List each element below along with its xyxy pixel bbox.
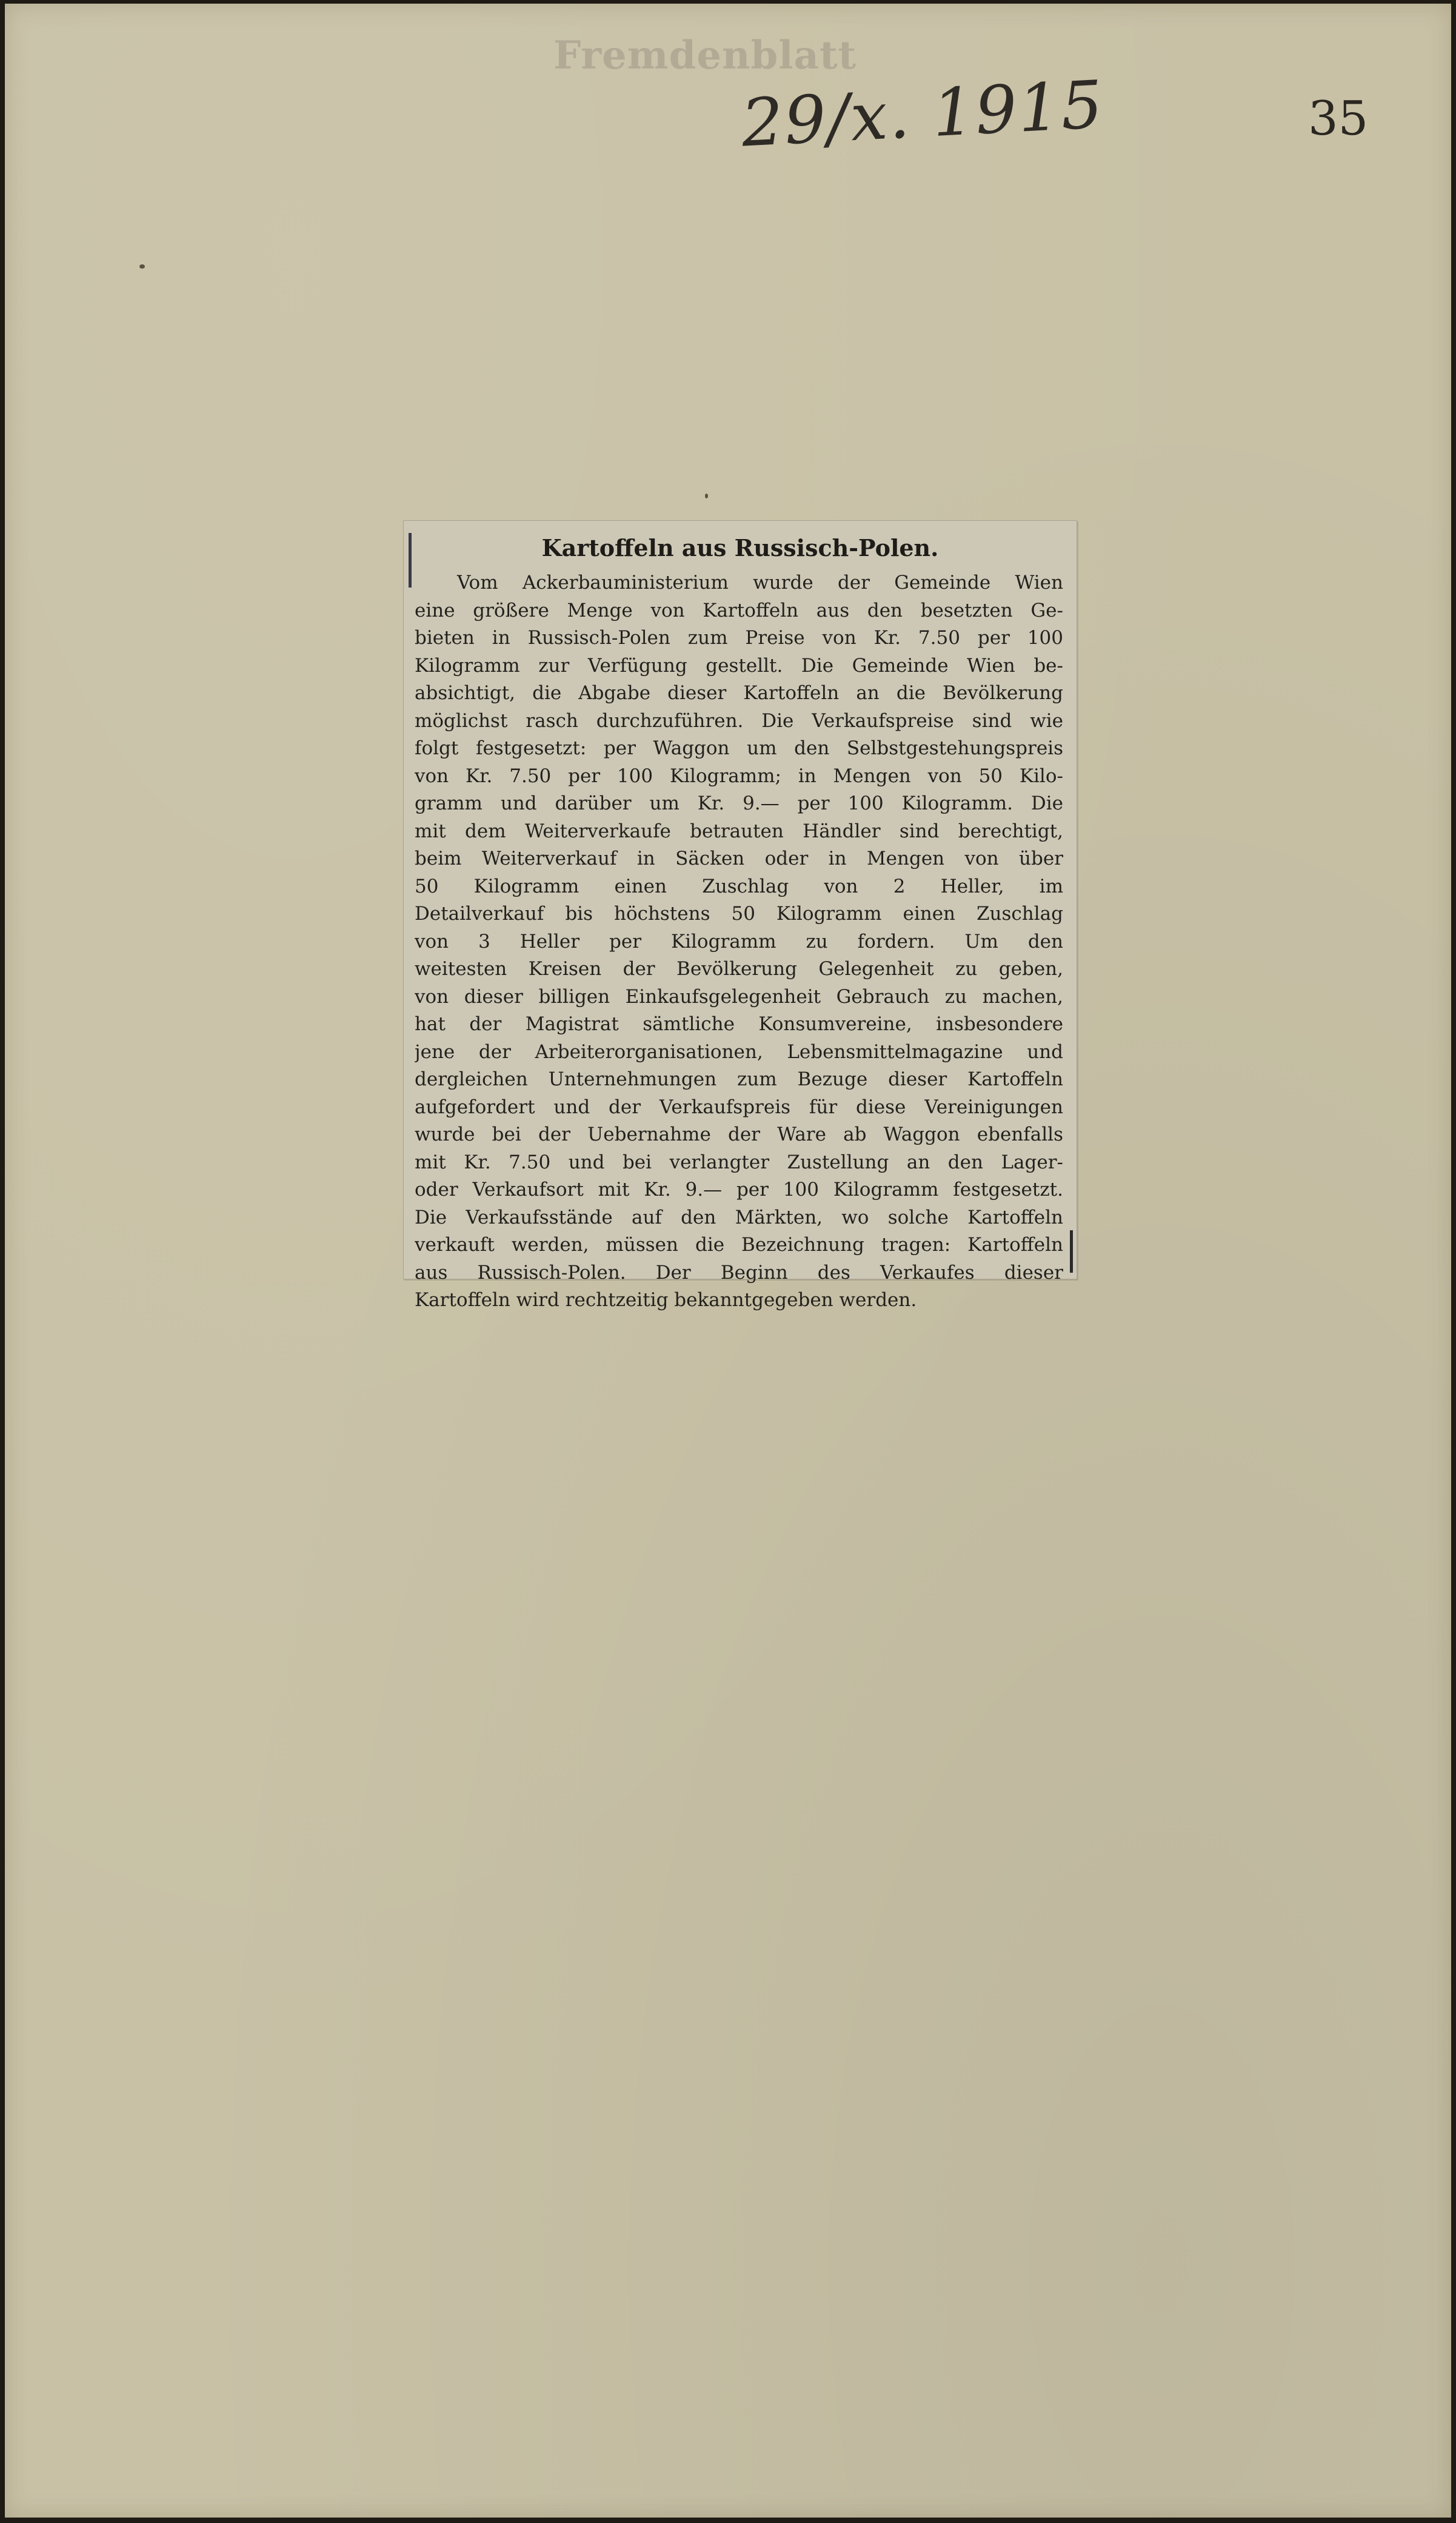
page-number: 35 — [1308, 92, 1369, 146]
clipping-line: aufgefordert und der Verkaufspreis für diese Vereinigungen — [415, 1096, 1063, 1118]
clipping-edge-mark — [1070, 1230, 1073, 1273]
clipping-line: von Kr. 7.50 per 100 Kilogramm; in Mengen von 50 Kilo- — [415, 765, 1063, 787]
paper-speck — [705, 494, 708, 498]
clipping-line: Detailverkauf bis höchstens 50 Kilogramm einen Zuschlag — [415, 903, 1063, 925]
clipping-line: Kartoffeln wird rechtzeitig bekanntgegeben werden. — [415, 1289, 917, 1311]
clipping-line: Die Verkaufsstände auf den Märkten, wo solche Kartoffeln — [415, 1206, 1063, 1228]
clipping-line: oder Verkaufsort mit Kr. 9.— per 100 Kilogramm festgesetzt. — [415, 1179, 1063, 1201]
paper-speck — [139, 264, 145, 269]
newspaper-stamp: Fremdenblatt — [553, 33, 857, 78]
clipping-line: mit Kr. 7.50 und bei verlangter Zustellung an den Lager- — [415, 1151, 1063, 1173]
clipping-line: wurde bei der Uebernahme der Ware ab Waggon ebenfalls — [415, 1124, 1063, 1145]
clipping-line: eine größere Menge von Kartoffeln aus den besetzten Ge- — [415, 599, 1063, 622]
clipping-line: weitesten Kreisen der Bevölkerung Gelegenheit zu geben, — [415, 958, 1063, 980]
clipping-line: beim Weiterverkauf in Säcken oder in Mengen von über — [415, 848, 1063, 869]
clipping-line: mit dem Weiterverkaufe betrauten Händler sind berechtigt, — [415, 820, 1063, 842]
clipping-line: dergleichen Unternehmungen zum Bezuge dieser Kartoffeln — [415, 1068, 1063, 1090]
clipping-line: aus Russisch-Polen. Der Beginn des Verkaufes dieser — [415, 1261, 1063, 1284]
clipping-line: Vom Ackerbauministerium wurde der Gemeinde Wien — [457, 572, 1063, 594]
clipping-line: absichtigt, die Abgabe dieser Kartoffeln an die Bevölkerung — [415, 682, 1063, 704]
clipping-title: Kartoffeln aus Russisch-Polen. — [541, 534, 939, 561]
newspaper-clipping — [403, 520, 1077, 1311]
clipping-line: bieten in Russisch-Polen zum Preise von Kr. 7.50 per 100 — [415, 627, 1063, 649]
clipping-body — [415, 569, 1063, 1315]
clipping-line: möglichst rasch durchzuführen. Die Verkaufspreise sind wie — [415, 709, 1063, 732]
clipping-line: verkauft werden, müssen die Bezeichnung tragen: Kartoffeln — [415, 1234, 1063, 1256]
clipping-line: von 3 Heller per Kilogramm zu fordern. Um den — [415, 930, 1063, 953]
clipping-line: Kilogramm zur Verfügung gestellt. Die Gemeinde Wien be- — [415, 654, 1063, 677]
clipping-line: 50 Kilogramm einen Zuschlag von 2 Heller, im — [415, 875, 1063, 897]
handwritten-date: 29/x. 1915 — [740, 67, 1106, 162]
clipping-line: gramm und darüber um Kr. 9.— per 100 Kilogramm. Die — [415, 792, 1063, 814]
clipping-line: jene der Arbeiterorganisationen, Lebensmittelmagazine und — [415, 1040, 1063, 1063]
archive-sheet — [5, 4, 1451, 2518]
clipping-line: von dieser billigen Einkaufsgelegenheit Gebrauch zu machen, — [415, 985, 1063, 1008]
clipping-line: folgt festgesetzt: per Waggon um den Selbstgestehungspreis — [415, 737, 1063, 759]
clipping-line: hat der Magistrat sämtliche Konsumvereine, insbesondere — [415, 1013, 1063, 1035]
